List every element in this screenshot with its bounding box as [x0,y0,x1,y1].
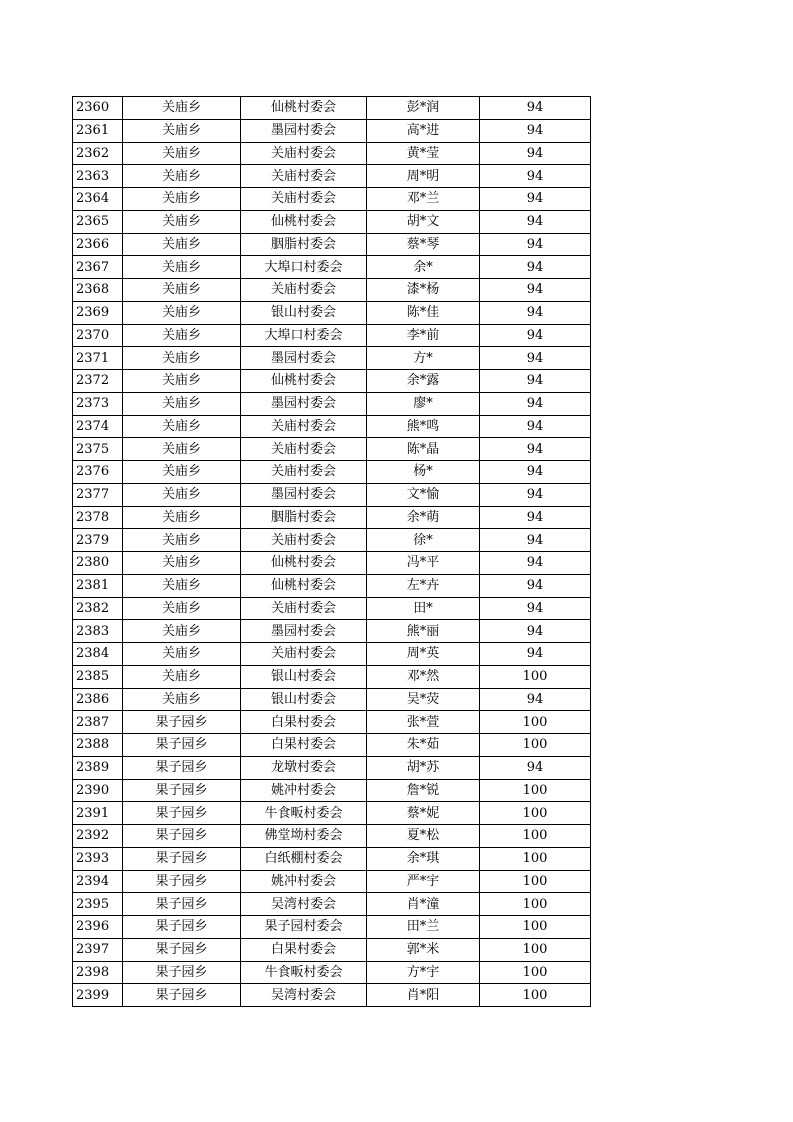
cell-township: 关庙乡 [123,279,241,302]
cell-score: 94 [480,461,591,484]
cell-score: 94 [480,574,591,597]
cell-village-committee: 白果村委会 [241,711,367,734]
cell-number: 2392 [73,825,123,848]
cell-village-committee: 吴湾村委会 [241,893,367,916]
cell-number: 2375 [73,438,123,461]
cell-village-committee: 墨园村委会 [241,347,367,370]
cell-village-committee: 关庙村委会 [241,643,367,666]
cell-score: 94 [480,142,591,165]
cell-person-name: 肖*阳 [367,984,480,1007]
cell-score: 94 [480,392,591,415]
table-row [73,256,591,279]
cell-township: 关庙乡 [123,324,241,347]
cell-person-name: 黄*莹 [367,142,480,165]
cell-village-committee: 仙桃村委会 [241,574,367,597]
cell-township: 关庙乡 [123,415,241,438]
cell-township: 关庙乡 [123,438,241,461]
cell-township: 果子园乡 [123,756,241,779]
cell-score: 94 [480,279,591,302]
table-row [73,620,591,643]
cell-person-name: 郭*米 [367,938,480,961]
cell-number: 2388 [73,734,123,757]
cell-person-name: 冯*平 [367,552,480,575]
cell-number: 2381 [73,574,123,597]
cell-village-committee: 胭脂村委会 [241,233,367,256]
cell-township: 关庙乡 [123,142,241,165]
cell-township: 关庙乡 [123,97,241,120]
table-row [73,233,591,256]
cell-township: 果子园乡 [123,734,241,757]
table-row [73,961,591,984]
cell-person-name: 蔡*妮 [367,802,480,825]
cell-township: 果子园乡 [123,802,241,825]
cell-score: 94 [480,188,591,211]
cell-township: 果子园乡 [123,779,241,802]
cell-township: 关庙乡 [123,483,241,506]
cell-township: 果子园乡 [123,825,241,848]
cell-number: 2394 [73,870,123,893]
cell-township: 果子园乡 [123,938,241,961]
cell-number: 2389 [73,756,123,779]
table-row [73,119,591,142]
cell-village-committee: 仙桃村委会 [241,370,367,393]
cell-number: 2366 [73,233,123,256]
cell-score: 94 [480,483,591,506]
cell-number: 2373 [73,392,123,415]
cell-township: 关庙乡 [123,392,241,415]
table-row [73,210,591,233]
cell-township: 关庙乡 [123,552,241,575]
cell-score: 94 [480,256,591,279]
cell-number: 2378 [73,506,123,529]
cell-township: 关庙乡 [123,597,241,620]
cell-village-committee: 关庙村委会 [241,188,367,211]
table-row [73,916,591,939]
cell-village-committee: 吴湾村委会 [241,984,367,1007]
table-row [73,529,591,552]
table-row [73,415,591,438]
table-row [73,938,591,961]
cell-township: 果子园乡 [123,984,241,1007]
cell-person-name: 田* [367,597,480,620]
cell-village-committee: 银山村委会 [241,665,367,688]
cell-person-name: 詹*锐 [367,779,480,802]
cell-score: 94 [480,370,591,393]
cell-village-committee: 银山村委会 [241,301,367,324]
cell-score: 94 [480,756,591,779]
table-row [73,779,591,802]
table-row [73,324,591,347]
cell-village-committee: 关庙村委会 [241,529,367,552]
table-row [73,847,591,870]
cell-number: 2372 [73,370,123,393]
cell-score: 94 [480,324,591,347]
cell-number: 2395 [73,893,123,916]
table-row [73,301,591,324]
table-row [73,665,591,688]
cell-village-committee: 佛堂坳村委会 [241,825,367,848]
cell-number: 2385 [73,665,123,688]
cell-number: 2362 [73,142,123,165]
table-row [73,392,591,415]
cell-number: 2393 [73,847,123,870]
cell-person-name: 陈*佳 [367,301,480,324]
cell-township: 果子园乡 [123,870,241,893]
cell-village-committee: 仙桃村委会 [241,97,367,120]
cell-number: 2365 [73,210,123,233]
cell-village-committee: 关庙村委会 [241,461,367,484]
cell-number: 2361 [73,119,123,142]
cell-township: 果子园乡 [123,916,241,939]
cell-score: 100 [480,916,591,939]
table-row [73,893,591,916]
cell-score: 100 [480,893,591,916]
cell-score: 100 [480,734,591,757]
cell-person-name: 胡*苏 [367,756,480,779]
cell-person-name: 熊*鸣 [367,415,480,438]
cell-person-name: 文*愉 [367,483,480,506]
cell-township: 关庙乡 [123,210,241,233]
cell-score: 94 [480,597,591,620]
cell-number: 2377 [73,483,123,506]
cell-person-name: 左*卉 [367,574,480,597]
records-table [72,96,591,1007]
cell-score: 100 [480,984,591,1007]
cell-number: 2369 [73,301,123,324]
cell-score: 94 [480,415,591,438]
cell-person-name: 吴*荧 [367,688,480,711]
cell-number: 2387 [73,711,123,734]
cell-person-name: 蔡*琴 [367,233,480,256]
cell-township: 果子园乡 [123,961,241,984]
cell-number: 2374 [73,415,123,438]
cell-person-name: 胡*文 [367,210,480,233]
cell-person-name: 周*明 [367,165,480,188]
cell-score: 94 [480,210,591,233]
cell-village-committee: 关庙村委会 [241,597,367,620]
cell-person-name: 徐* [367,529,480,552]
cell-township: 关庙乡 [123,301,241,324]
cell-village-committee: 牛食畈村委会 [241,802,367,825]
cell-person-name: 杨* [367,461,480,484]
cell-village-committee: 关庙村委会 [241,415,367,438]
cell-village-committee: 关庙村委会 [241,279,367,302]
cell-score: 94 [480,97,591,120]
cell-village-committee: 胭脂村委会 [241,506,367,529]
cell-number: 2370 [73,324,123,347]
cell-score: 94 [480,643,591,666]
cell-score: 94 [480,506,591,529]
cell-number: 2368 [73,279,123,302]
cell-number: 2399 [73,984,123,1007]
cell-township: 果子园乡 [123,847,241,870]
table-row [73,347,591,370]
cell-township: 关庙乡 [123,461,241,484]
cell-person-name: 彭*润 [367,97,480,120]
cell-person-name: 张*萱 [367,711,480,734]
table-row [73,734,591,757]
cell-number: 2376 [73,461,123,484]
table-row [73,711,591,734]
cell-township: 关庙乡 [123,165,241,188]
cell-village-committee: 仙桃村委会 [241,552,367,575]
cell-village-committee: 姚冲村委会 [241,779,367,802]
cell-score: 94 [480,552,591,575]
cell-number: 2390 [73,779,123,802]
cell-person-name: 邓*兰 [367,188,480,211]
cell-person-name: 高*进 [367,119,480,142]
cell-village-committee: 墨园村委会 [241,119,367,142]
cell-township: 果子园乡 [123,711,241,734]
cell-score: 94 [480,688,591,711]
records-table-body [73,97,591,1007]
cell-village-committee: 白果村委会 [241,938,367,961]
cell-village-committee: 大埠口村委会 [241,256,367,279]
cell-number: 2391 [73,802,123,825]
cell-village-committee: 仙桃村委会 [241,210,367,233]
cell-person-name: 李*前 [367,324,480,347]
cell-score: 94 [480,119,591,142]
cell-person-name: 余*露 [367,370,480,393]
cell-number: 2363 [73,165,123,188]
cell-person-name: 田*兰 [367,916,480,939]
cell-number: 2396 [73,916,123,939]
table-row [73,756,591,779]
cell-score: 100 [480,961,591,984]
cell-township: 关庙乡 [123,233,241,256]
cell-score: 94 [480,529,591,552]
cell-score: 100 [480,938,591,961]
cell-person-name: 熊*丽 [367,620,480,643]
cell-village-committee: 关庙村委会 [241,438,367,461]
table-row [73,188,591,211]
cell-number: 2367 [73,256,123,279]
table-row [73,552,591,575]
cell-score: 94 [480,233,591,256]
cell-number: 2360 [73,97,123,120]
cell-score: 94 [480,438,591,461]
cell-person-name: 肖*潼 [367,893,480,916]
cell-score: 94 [480,301,591,324]
table-row [73,870,591,893]
cell-village-committee: 姚冲村委会 [241,870,367,893]
cell-township: 果子园乡 [123,893,241,916]
cell-person-name: 夏*松 [367,825,480,848]
cell-township: 关庙乡 [123,347,241,370]
cell-number: 2384 [73,643,123,666]
cell-township: 关庙乡 [123,506,241,529]
table-row [73,825,591,848]
cell-number: 2364 [73,188,123,211]
cell-score: 100 [480,825,591,848]
cell-village-committee: 果子园村委会 [241,916,367,939]
table-row [73,438,591,461]
cell-person-name: 漆*杨 [367,279,480,302]
cell-score: 100 [480,779,591,802]
cell-number: 2371 [73,347,123,370]
cell-number: 2380 [73,552,123,575]
cell-person-name: 廖* [367,392,480,415]
cell-village-committee: 墨园村委会 [241,392,367,415]
cell-village-committee: 墨园村委会 [241,483,367,506]
table-row [73,370,591,393]
table-row [73,461,591,484]
cell-township: 关庙乡 [123,688,241,711]
cell-number: 2386 [73,688,123,711]
cell-township: 关庙乡 [123,188,241,211]
cell-number: 2397 [73,938,123,961]
table-row [73,97,591,120]
table-row [73,165,591,188]
table-row [73,597,591,620]
cell-score: 100 [480,711,591,734]
cell-village-committee: 白纸棚村委会 [241,847,367,870]
table-row [73,984,591,1007]
cell-number: 2379 [73,529,123,552]
cell-village-committee: 关庙村委会 [241,142,367,165]
cell-score: 100 [480,847,591,870]
cell-township: 关庙乡 [123,119,241,142]
cell-score: 100 [480,802,591,825]
cell-township: 关庙乡 [123,620,241,643]
cell-person-name: 邓*然 [367,665,480,688]
cell-score: 100 [480,665,591,688]
table-row [73,279,591,302]
cell-village-committee: 大埠口村委会 [241,324,367,347]
table-row [73,688,591,711]
cell-score: 94 [480,165,591,188]
cell-village-committee: 墨园村委会 [241,620,367,643]
cell-village-committee: 银山村委会 [241,688,367,711]
cell-person-name: 严*宇 [367,870,480,893]
table-row [73,643,591,666]
cell-village-committee: 白果村委会 [241,734,367,757]
cell-township: 关庙乡 [123,529,241,552]
cell-township: 关庙乡 [123,665,241,688]
cell-number: 2382 [73,597,123,620]
table-row [73,574,591,597]
cell-village-committee: 关庙村委会 [241,165,367,188]
cell-person-name: 余*萌 [367,506,480,529]
cell-number: 2383 [73,620,123,643]
cell-township: 关庙乡 [123,370,241,393]
cell-township: 关庙乡 [123,574,241,597]
cell-score: 94 [480,620,591,643]
table-row [73,506,591,529]
table-row [73,483,591,506]
cell-person-name: 余*琪 [367,847,480,870]
cell-score: 100 [480,870,591,893]
cell-person-name: 朱*茹 [367,734,480,757]
cell-person-name: 方*宇 [367,961,480,984]
cell-township: 关庙乡 [123,643,241,666]
table-row [73,142,591,165]
cell-person-name: 方* [367,347,480,370]
cell-village-committee: 龙墩村委会 [241,756,367,779]
cell-score: 94 [480,347,591,370]
cell-township: 关庙乡 [123,256,241,279]
cell-person-name: 周*英 [367,643,480,666]
cell-village-committee: 牛食畈村委会 [241,961,367,984]
cell-number: 2398 [73,961,123,984]
cell-person-name: 余* [367,256,480,279]
cell-person-name: 陈*晶 [367,438,480,461]
table-row [73,802,591,825]
